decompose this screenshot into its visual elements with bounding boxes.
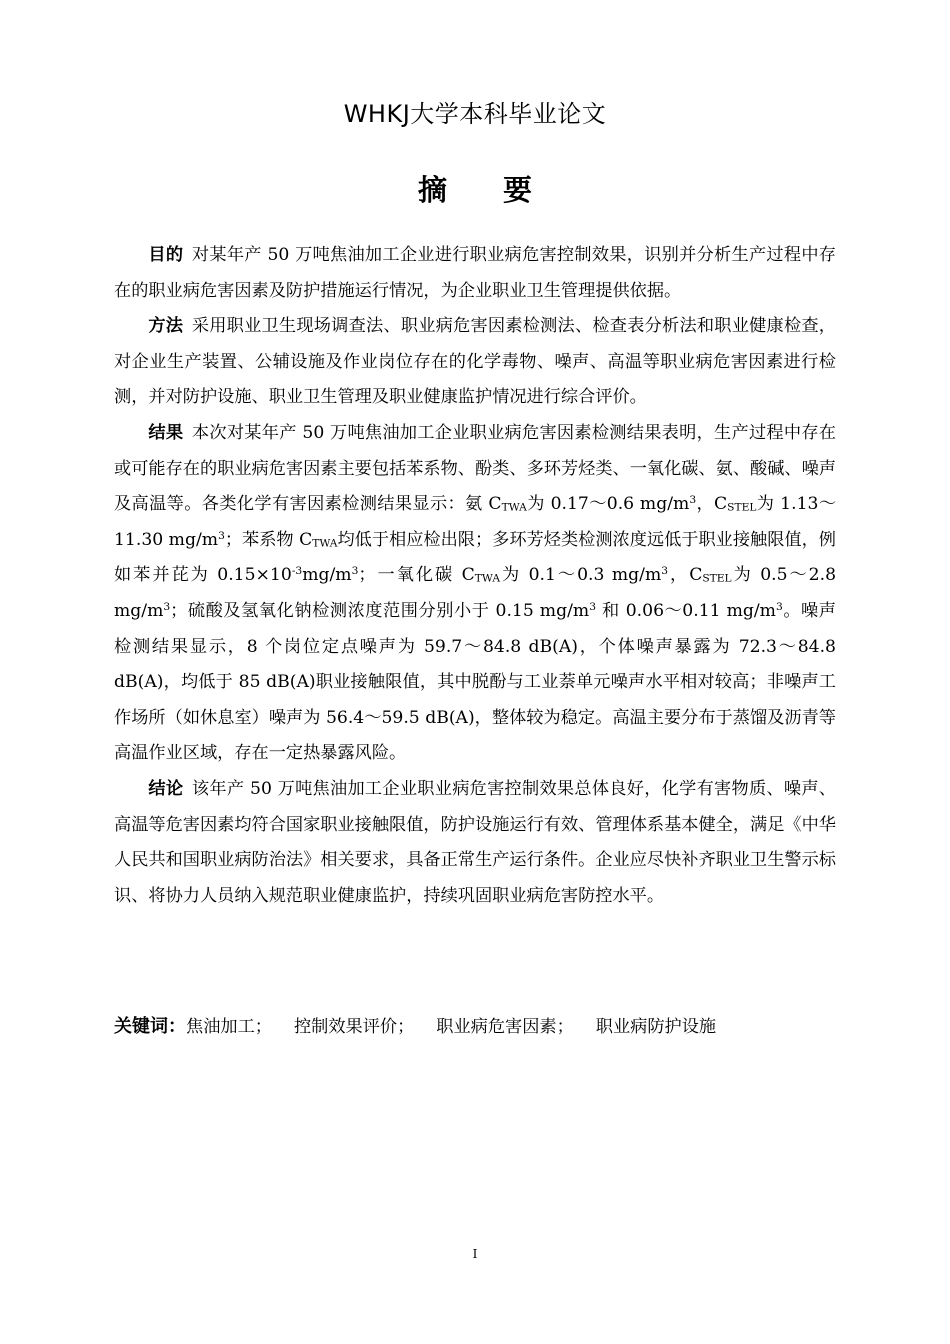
- subscript-stel: STEL: [727, 500, 757, 514]
- superscript-neg3: -3: [291, 564, 303, 578]
- conclusion-paragraph: [114, 772, 836, 914]
- purpose-paragraph: [114, 238, 836, 309]
- subscript-twa: TWA: [474, 571, 501, 585]
- result-text: 本次对某年产 50 万吨焦油加工企业职业病危害因素检测结果表明，生产过程中存在或可能存在的职业病危害因素主要包括苯系物、酚类、多环芳烃类、一氧化碳、氨、酸碱、噪声及高温等。各类化学有害因素检测结果显示：氨 C: [114, 422, 836, 515]
- superscript-3: 3: [218, 528, 225, 542]
- keywords-label: 关键词：: [114, 1016, 186, 1037]
- abstract-heading: [0, 168, 950, 209]
- result-paragraph: [114, 416, 836, 772]
- subscript-stel: STEL: [702, 571, 732, 585]
- result-label: 结果: [148, 422, 184, 443]
- keywords: [114, 1012, 874, 1042]
- purpose-text: 对某年产 50 万吨焦油加工企业进行职业病危害控制效果，识别并分析生产过程中存在的职业病危害因素及防护措施运行情况，为企业职业卫生管理提供依据。: [114, 245, 836, 301]
- abstract-heading-char-1: 摘: [417, 173, 447, 207]
- superscript-3: 3: [351, 564, 359, 578]
- keyword-item: 焦油加工；: [186, 1017, 272, 1037]
- keyword-item: 控制效果评价；: [293, 1017, 415, 1037]
- superscript-3: 3: [163, 600, 171, 614]
- result-text: 均低于相应检出限；多环芳烃类检测浓度远低于职业接触限值，例如苯并芘为 0.15×10: [114, 529, 836, 586]
- result-text: ；苯系物 C: [224, 529, 313, 550]
- result-text: 为 0.1～0.3 mg/m: [500, 565, 662, 586]
- page-number: I: [472, 1247, 478, 1261]
- purpose-label: 目的: [148, 245, 184, 265]
- result-text: 为 1.13～11.30 mg/m: [114, 494, 837, 550]
- superscript-3: 3: [661, 564, 669, 578]
- result-text: ，C: [668, 565, 703, 586]
- abstract-body: [114, 238, 836, 914]
- result-text: 为 0.17～0.6 mg/m: [526, 494, 690, 515]
- result-text: ；一氧化碳 C: [358, 565, 475, 586]
- result-text: mg/m: [302, 565, 352, 586]
- result-text: ，C: [696, 494, 728, 515]
- subscript-twa: TWA: [501, 500, 527, 514]
- abstract-heading-char-2: 要: [503, 173, 533, 207]
- method-label: 方法: [148, 316, 184, 337]
- conclusion-label: 结论: [148, 778, 184, 799]
- conclusion-text: 该年产 50 万吨焦油加工企业职业病危害控制效果总体良好，化学有害物质、噪声、高温等危害因素均符合国家职业接触限值，防护设施运行有效、管理体系基本健全，满足《中华人民共和国职业病防治法》相关要求，具备正常生产运行条件。企业应尽快补齐职业卫生警示标识、将协力人员纳入规范职业健康监护，持续巩固职业病危害防控水平。: [114, 778, 836, 906]
- result-text: 。噪声检测结果显示，8 个岗位定点噪声为 59.7～84.8 dB(A)，个体噪声暴露为 72.3～84.8 dB(A)，均低于 85 dB(A)职业接触限值，其中脱酚与工业萘单元噪声水平相对较高；非噪声工作场所（如休息室）噪声为 56.4～59.5 dB(A)，整体较为稳定。高温主要分布于蒸馏及沥青等高温作业区域，存在一定热暴露风险。: [114, 600, 836, 764]
- subscript-twa: TWA: [312, 536, 338, 550]
- thesis-title: WHKJ大学本科毕业论文: [343, 100, 607, 128]
- result-text: 为 0.5～2.8 mg/m: [114, 565, 837, 621]
- keyword-item: 职业病防护设施: [595, 1017, 717, 1037]
- superscript-3: 3: [689, 493, 697, 507]
- keyword-item: 职业病危害因素；: [436, 1017, 574, 1037]
- superscript-3: 3: [775, 600, 783, 614]
- method-text: 采用职业卫生现场调查法、职业病危害因素检测法、检查表分析法和职业健康检查，对企业生产装置、公辅设施及作业岗位存在的化学毒物、噪声、高温等职业病危害因素进行检测，并对防护设施、职业卫生管理及职业健康监护情况进行综合评价。: [114, 316, 836, 408]
- method-paragraph: [114, 309, 836, 416]
- superscript-3: 3: [589, 600, 596, 614]
- result-text: ；硫酸及氢氧化钠检测浓度范围分别小于 0.15 mg/m: [170, 600, 590, 621]
- result-text: 和 0.06～0.11 mg/m: [595, 600, 776, 621]
